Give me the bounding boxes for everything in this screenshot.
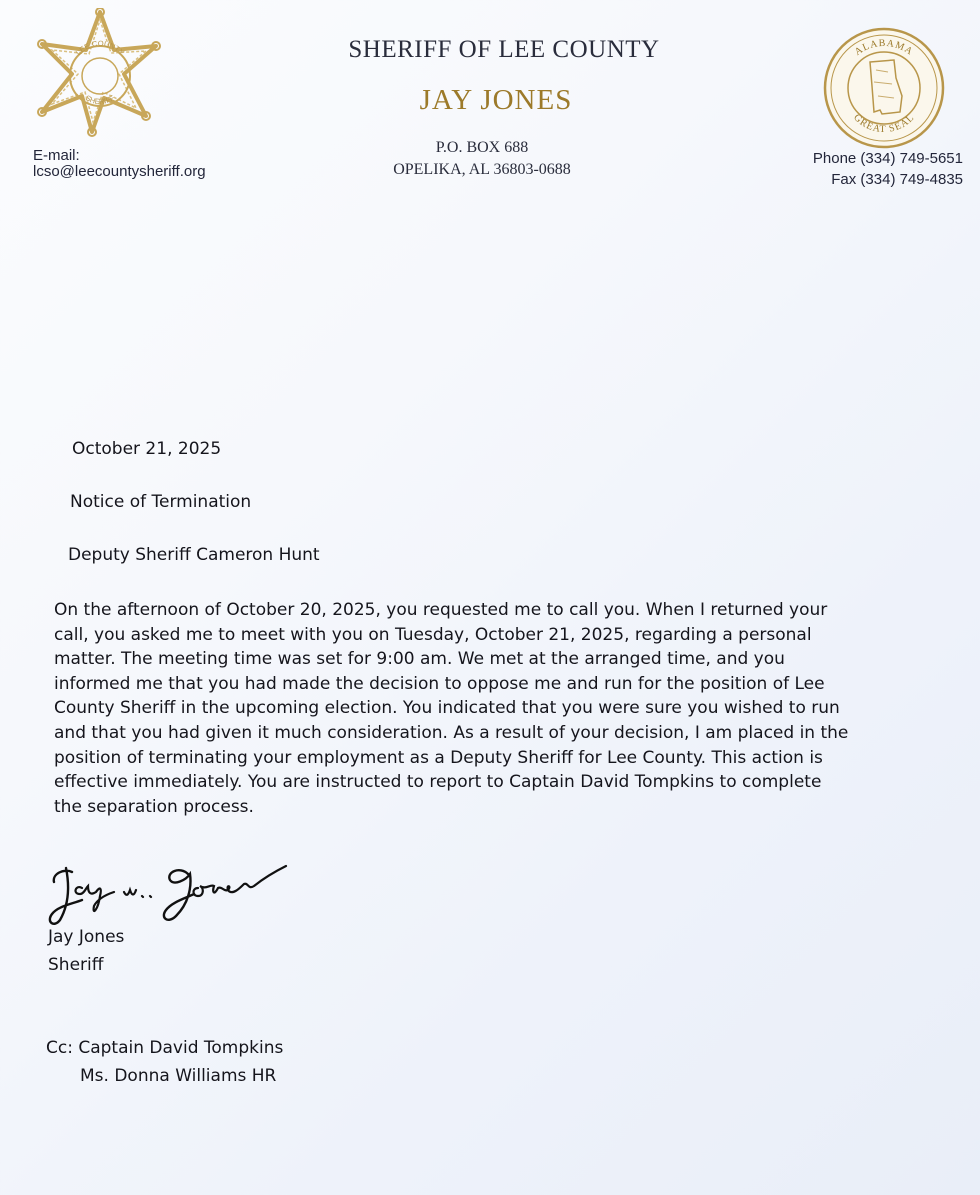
badge-bottom-text: SHERIFF: [83, 93, 117, 107]
body-line: matter. The meeting time was set for 9:00 am. We met at the arranged time, and you: [54, 649, 785, 670]
letter-body-paragraph: [54, 598, 916, 819]
email-label: E-mail:: [33, 147, 80, 164]
body-line: and that you had given it much consideration. As a result of your decision, I am placed in the: [54, 722, 849, 743]
signer-title: Sheriff: [48, 955, 104, 975]
alabama-great-seal-icon: [822, 26, 946, 150]
body-line: County Sheriff in the upcoming election. You indicated that you were sure you wished to run: [54, 698, 840, 719]
cc-line-2: Ms. Donna Williams HR: [80, 1066, 277, 1086]
cc-line-1: Cc: Captain David Tompkins: [46, 1038, 284, 1058]
email-address: lcso@leecountysheriff.org: [33, 163, 206, 180]
body-line: informed me that you had made the decision to oppose me and run for the position of Lee: [54, 673, 825, 694]
office-title: SHERIFF OF LEE COUNTY: [348, 36, 660, 63]
body-line: position of terminating your employment as a Deputy Sheriff for Lee County. This action is: [54, 747, 823, 768]
badge-top-text: LEE COUNTY: [73, 38, 127, 58]
body-line: effective immediately. You are instructed to report to Captain David Tompkins to complete: [54, 772, 822, 793]
po-box: P.O. BOX 688: [435, 139, 529, 156]
city-address: OPELIKA, AL 36803-0688: [393, 161, 571, 178]
sheriff-name-heading: JAY JONES: [419, 84, 573, 116]
signature-text: Jay W. Jones: [242, 926, 248, 927]
sheriff-star-badge-icon: [30, 8, 170, 138]
signer-name: Jay Jones: [48, 927, 125, 947]
body-line: On the afternoon of October 20, 2025, you requested me to call you. When I returned your: [54, 600, 828, 620]
body-line: call, you asked me to meet with you on Tuesday, October 21, 2025, regarding a personal: [54, 624, 812, 645]
seal-top-text: ALABAMA: [852, 37, 916, 58]
fax-number: Fax (334) 749-4835: [831, 171, 963, 188]
letter-subject: Notice of Termination: [70, 492, 252, 512]
phone-number: Phone (334) 749-5651: [812, 150, 963, 167]
letter-recipient: Deputy Sheriff Cameron Hunt: [68, 545, 320, 565]
letter-date: October 21, 2025: [72, 439, 222, 459]
seal-bottom-text: GREAT SEAL: [851, 112, 917, 136]
handwritten-signature: [42, 858, 292, 928]
body-line: the separation process.: [54, 796, 254, 817]
